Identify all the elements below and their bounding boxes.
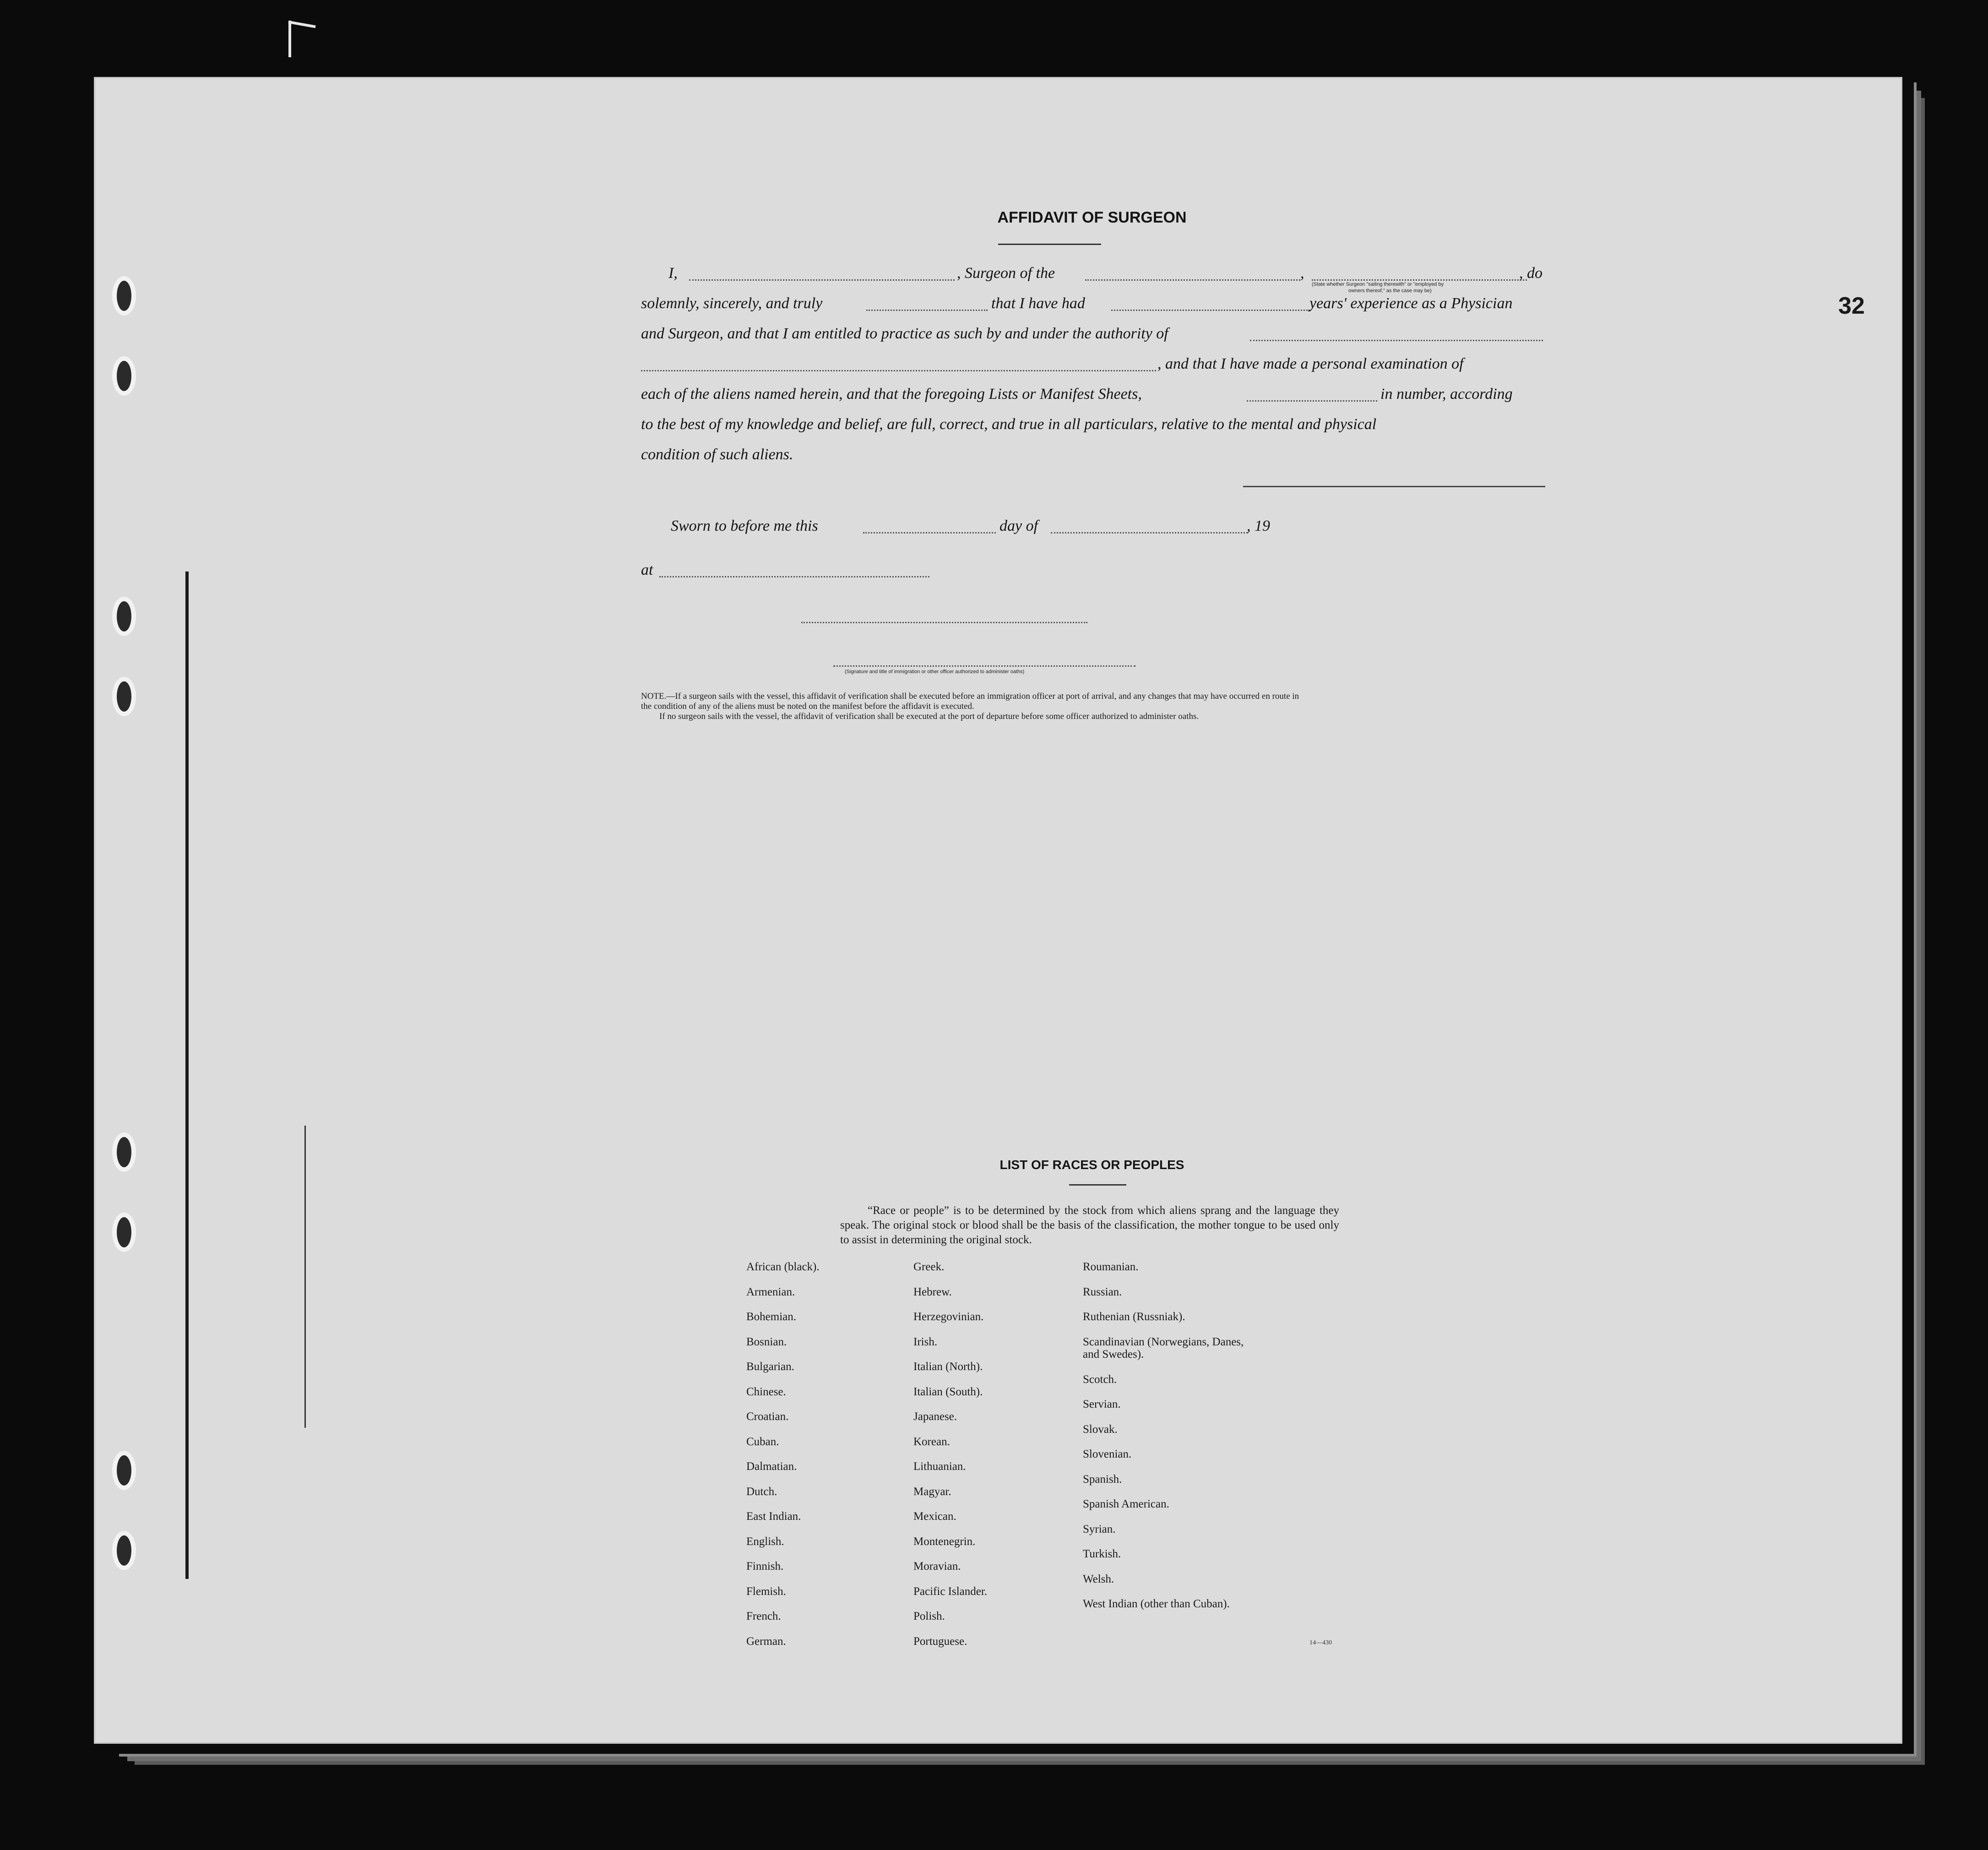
title-underline: [998, 244, 1101, 245]
affidavit-line-4: [641, 355, 1545, 383]
race-item: French.: [746, 1610, 781, 1622]
affidavit-line-5: [641, 386, 1545, 413]
line4-text: , and that I have made a personal examination of: [1157, 355, 1464, 372]
race-item: Slovak.: [1083, 1423, 1118, 1436]
line6-text: to the best of my knowledge and belief, are full, correct, and true in all particulars, relative to the mental and physical: [641, 416, 1377, 433]
blank-swear: [866, 310, 988, 311]
race-item: Bohemian.: [746, 1311, 797, 1323]
race-item: Moravian.: [913, 1560, 961, 1572]
race-item: Mexican.: [913, 1510, 956, 1523]
race-item: Ruthenian (Russniak).: [1083, 1311, 1185, 1323]
race-item: Italian (North).: [913, 1360, 983, 1373]
race-item: Cuban.: [746, 1435, 779, 1448]
races-column-2: [913, 1261, 1078, 1660]
affidavit-line-6: [641, 416, 1545, 443]
surgeon-status-note-1: (State whether Surgeon "sailing therewith" or "employed by: [1312, 282, 1444, 287]
race-item: Bulgarian.: [746, 1360, 794, 1373]
race-item: German.: [746, 1635, 786, 1648]
line1-surgeon-of: , Surgeon of the: [957, 265, 1055, 282]
affidavit-line-7: [641, 446, 1545, 473]
race-item: Italian (South).: [913, 1385, 983, 1398]
form-number: 14—430: [1309, 1639, 1332, 1646]
races-column-3: [1083, 1261, 1248, 1635]
signature-caption: (Signature and title of immigration or other officer authorized to administer oaths): [845, 669, 1025, 675]
blank-place: [659, 576, 929, 577]
races-column-1: [746, 1261, 911, 1660]
race-item: Finnish.: [746, 1560, 784, 1572]
line5-in-number: in number, according: [1380, 386, 1513, 403]
blank-vessel-name: [1085, 279, 1300, 281]
blank-years: [1111, 310, 1310, 311]
race-item: Montenegrin.: [913, 1535, 976, 1548]
race-item: Portuguese.: [913, 1635, 967, 1648]
sworn-text: Sworn to before me this: [671, 517, 818, 534]
blank-authority: [1250, 340, 1543, 341]
blank-authority-cont: [641, 370, 1156, 371]
race-item: Russian.: [1083, 1285, 1122, 1298]
blank-surgeon-name: [689, 279, 955, 281]
race-item: Croatian.: [746, 1410, 789, 1423]
race-item: Korean.: [913, 1435, 950, 1448]
race-item: Greek.: [913, 1261, 945, 1273]
race-item: Roumanian.: [1083, 1261, 1139, 1273]
race-item: Servian.: [1083, 1398, 1121, 1410]
race-item: Scotch.: [1083, 1373, 1117, 1386]
race-item: English.: [746, 1535, 784, 1548]
races-title-underline: [1069, 1184, 1126, 1186]
race-item: Armenian.: [746, 1285, 795, 1298]
at-line: [641, 561, 1545, 589]
note-line-2: the condition of any of the aliens must be noted on the manifest before the affidavit is executed.: [641, 702, 974, 711]
document-page: [94, 77, 1902, 1744]
punch-hole: [112, 677, 136, 716]
line1-i: I,: [668, 265, 678, 282]
at-text: at: [641, 561, 653, 578]
note-line-1: NOTE.—If a surgeon sails with the vessel, this affidavit of verification shall be executed before an immigration officer at port of arrival, and any changes that may have occurred en route in: [641, 691, 1299, 701]
race-item: Herzegovinian.: [913, 1311, 984, 1323]
officer-signature-line: [833, 665, 1135, 667]
blank-sheet-count: [1247, 400, 1377, 402]
race-item: Dutch.: [746, 1485, 777, 1498]
race-item: Polish.: [913, 1610, 945, 1622]
line7-text: condition of such aliens.: [641, 446, 793, 463]
race-item: Irish.: [913, 1335, 938, 1348]
race-item: Slovenian.: [1083, 1448, 1132, 1460]
blank-day: [863, 532, 996, 533]
punch-hole: [112, 1213, 136, 1252]
line1-do: , do: [1519, 265, 1543, 282]
race-item: Japanese.: [913, 1410, 957, 1423]
affidavit-line-3: [641, 325, 1545, 353]
race-item: Magyar.: [913, 1485, 951, 1498]
punch-hole: [112, 1451, 136, 1490]
line5-text: each of the aliens named herein, and that the foregoing Lists or Manifest Sheets,: [641, 386, 1142, 403]
race-item: Welsh.: [1083, 1572, 1114, 1585]
line3-text: and Surgeon, and that I am entitled to practice as such by and under the authority of: [641, 325, 1168, 342]
affidavit-title: AFFIDAVIT OF SURGEON: [997, 209, 1187, 226]
race-item: Spanish.: [1083, 1473, 1122, 1485]
race-item: Spanish American.: [1083, 1498, 1169, 1510]
sworn-day-of: day of: [999, 517, 1038, 534]
blank-month: [1051, 532, 1248, 533]
binding-margin-line: [304, 1126, 306, 1428]
note-line-3: If no surgeon sails with the vessel, the affidavit of verification shall be executed at the port of departure before some officer authorized to administer oaths.: [659, 712, 1199, 721]
sworn-year: , 19: [1247, 517, 1270, 534]
punch-hole: [112, 597, 136, 636]
race-item: Flemish.: [746, 1585, 786, 1598]
surgeon-signature-line: [1243, 486, 1545, 487]
film-corner-mark: [288, 21, 291, 57]
blank-surgeon-status: [1312, 279, 1527, 281]
races-intro: “Race or people” is to be determined by the stock from which aliens sprang and the language they speak. The original stock or blood shall be the basis of the classification, the mother tongue to be used only to assist in determining the original stock.: [840, 1204, 1339, 1246]
line1-comma: ,: [1300, 265, 1304, 282]
punch-hole: [112, 1132, 136, 1172]
race-item: Hebrew.: [913, 1285, 952, 1298]
race-item: Chinese.: [746, 1385, 786, 1398]
line2-years-experience: years' experience as a Physician: [1309, 295, 1513, 312]
official-signature-line: [801, 622, 1087, 623]
page-number: 32: [1838, 293, 1865, 319]
race-item: Syrian.: [1083, 1523, 1116, 1535]
binding-margin-line: [185, 571, 189, 1579]
punch-hole: [112, 356, 136, 396]
sworn-line: [641, 517, 1545, 545]
surgeon-status-note-2: owners thereof," as the case may be): [1348, 288, 1432, 294]
race-item: Pacific Islander.: [913, 1585, 988, 1598]
race-item: African (black).: [746, 1261, 820, 1273]
race-item: Turkish.: [1083, 1548, 1121, 1560]
line2-solemnly: solemnly, sincerely, and truly: [641, 295, 823, 312]
race-item: Scandinavian (Norwegians, Danes, and Swedes).: [1083, 1335, 1244, 1360]
affidavit-line-2: [641, 295, 1545, 322]
race-item: Lithuanian.: [913, 1460, 966, 1473]
race-item: West Indian (other than Cuban).: [1083, 1598, 1230, 1610]
line2-that-i-have-had: that I have had: [991, 295, 1085, 312]
races-title: LIST OF RACES OR PEOPLES: [999, 1158, 1184, 1172]
race-item: East Indian.: [746, 1510, 801, 1523]
race-item: Bosnian.: [746, 1335, 787, 1348]
race-item: Dalmatian.: [746, 1460, 797, 1473]
punch-hole: [112, 1531, 136, 1570]
punch-hole: [112, 276, 136, 316]
